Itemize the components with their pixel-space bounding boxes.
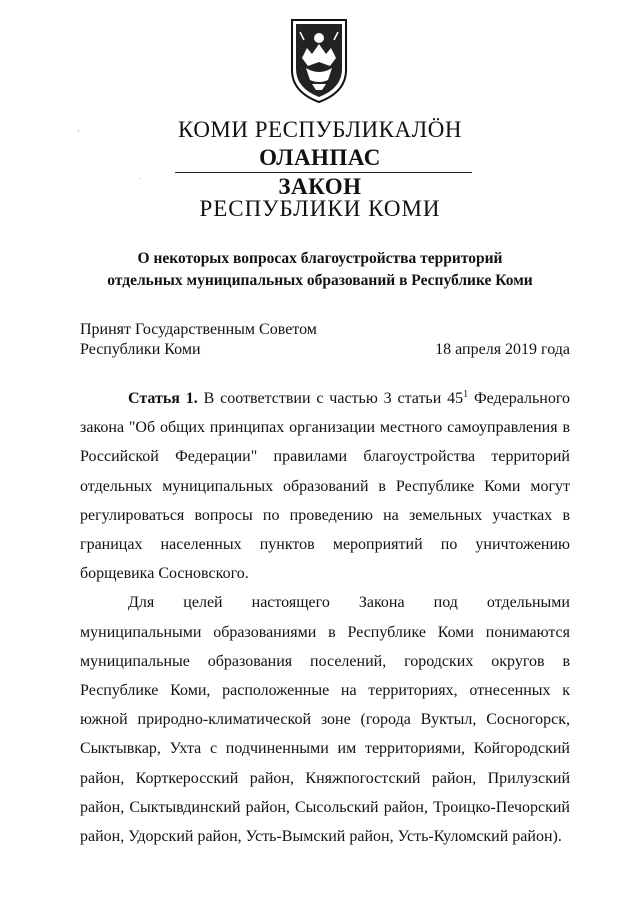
adoption-line-2: Республики Коми bbox=[80, 341, 201, 358]
scan-speck bbox=[78, 130, 79, 132]
header-line-republic: РЕСПУБЛИКИ КОМИ bbox=[199, 196, 441, 221]
header-line-komi: КОМИ РЕСПУБЛИКАЛÖН bbox=[178, 117, 462, 142]
article-text-b: Федерального закона "Об общих принципах организации местного самоуправления в Российской Федерации" правилами благоустройства территорий отдельных муниципальных образований в Республике Коми могут регулироваться вопросы по проведению на земельных участках в границах населенных пунктов мероприятий по уничтожению борщевика Сосновского. bbox=[80, 390, 570, 583]
article-1 bbox=[80, 384, 570, 851]
article-text-a: В соответствии с частью 3 статьи 45 bbox=[197, 390, 464, 407]
article-superscript: 1 bbox=[463, 389, 469, 400]
header-line-olanpas: ОЛАНПАС bbox=[259, 145, 381, 170]
coat-of-arms-emblem bbox=[288, 18, 350, 104]
adoption-statement bbox=[80, 320, 317, 360]
law-title-line-1: О некоторых вопросах благоустройства территорий bbox=[137, 250, 503, 267]
header-divider bbox=[175, 172, 472, 173]
article-1-paragraph-2: Для целей настоящего Закона под отдельными муниципальными образованиями в Республике Коми понимаются муниципальные образования поселений, городских округов в Республике Коми, расположенные на территориях, отнесенных к южной природно-климатической зоне (города Вуктыл, Сосногорск, Сыктывкар, Ухта с подчиненными им территориями, Койгородский район, Корткеросский район, Княжпогостский район, Прилузский район, Сыктывдинский район, Сысольский район, Троицко-Печорский район, Удорский район, Усть-Вымский район, Усть-Куломский район). bbox=[80, 594, 570, 846]
article-label: Статья 1. bbox=[128, 390, 198, 407]
adoption-line-1: Принят Государственным Советом bbox=[80, 321, 317, 338]
scan-speck bbox=[140, 178, 141, 179]
law-title-line-2: отдельных муниципальных образований в Республике Коми bbox=[107, 272, 533, 289]
law-title bbox=[0, 248, 640, 292]
header-line-zakon: ЗАКОН bbox=[278, 174, 362, 199]
article-1-paragraph-1 bbox=[80, 384, 570, 588]
adoption-date: 18 апреля 2019 года bbox=[435, 341, 570, 358]
